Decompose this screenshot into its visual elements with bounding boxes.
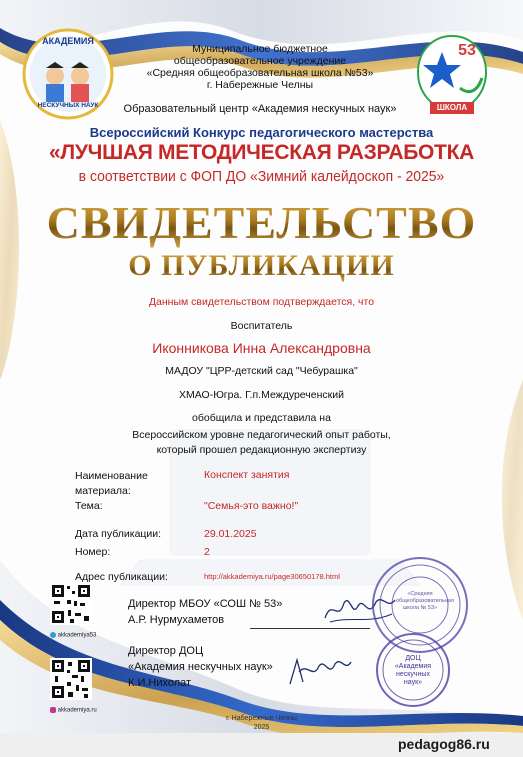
address-label: Адрес публикации: [75,571,168,583]
site-watermark: pedagog86.ru [398,736,490,752]
academy-stamp-text [383,655,443,687]
qr-caption-1-text: akkademiya53 [57,632,97,639]
contest-line-1: Всероссийский Конкурс педагогического мастерства [89,125,434,140]
academy-stamp [375,632,451,708]
body-text-2: Всероссийском уровне педагогический опыт работы, [132,429,391,441]
certificate-title: СВИДЕТЕЛЬСТВО [0,196,523,250]
confirm-text: Данным свидетельством подтверждается, что [148,296,375,308]
center-name: Образовательный центр «Академия нескучных наук» [123,103,397,115]
academy-stamp-line-4: наук» [403,679,423,686]
material-label-line-2: материала: [75,485,131,497]
material-label [75,469,148,499]
school-stamp-text: «Средняя общеобразовательная школа № 53» [396,591,454,611]
number-label: Номер: [75,546,111,558]
academy-stamp-line-2: «Академия [394,663,432,670]
publication-link[interactable]: http://akkademiya.ru/page30650178.html [204,572,340,581]
org-line-2: общеобразовательное учреждение [173,55,347,67]
qr-code-1[interactable] [50,583,92,625]
certificate-subtitle: О ПУБЛИКАЦИИ [0,248,523,284]
signature-2-name: К.И.Нихолат [128,677,192,689]
org-name-block [120,43,400,91]
logo-number: 53 [458,42,476,59]
org-line-3: «Средняя общеобразовательная школа №53» [146,67,374,79]
theme-value: "Семья-это важно!" [204,500,299,512]
date-label: Дата публикации: [75,528,162,540]
signature-1-line [250,628,370,629]
qr-code-2[interactable] [50,658,92,700]
contest-subtitle: в соответствии с ФОП ДО «Зимний калейдоскоп - 2025» [78,168,445,185]
org-line-4: г. Набережные Челны [206,79,314,91]
qr-caption-1 [50,632,96,639]
contest-title: «ЛУЧШАЯ МЕТОДИЧЕСКАЯ РАЗРАБОТКА [49,141,474,164]
school-logo [412,30,492,118]
signature-2-scribble [285,652,355,692]
qr-caption-2 [50,707,97,714]
recipient-region: ХМАО-Югра. Г.п.Междуреченский [179,389,344,401]
recipient-org: МАДОУ "ЦРР-детский сад "Чебурашка" [165,365,358,377]
material-label-line-1: Наименование [75,470,148,482]
logo-school-label: ШКОЛА [436,103,468,112]
signature-2-title-1: Директор ДОЦ [128,645,204,657]
logo-text-bottom: НЕСКУЧНЫХ НАУК [37,102,99,109]
footer-city-year [200,714,323,732]
academy-stamp-line-1: ДОЦ [405,655,421,662]
date-value: 29.01.2025 [204,528,257,540]
number-value: 2 [204,546,210,558]
signature-1-name: А.Р. Нурмухаметов [128,614,225,626]
signature-1-title: Директор МБОУ «СОШ № 53» [128,598,283,610]
telegram-icon [50,632,56,638]
org-line-1: Муниципальное бюджетное [192,43,328,55]
signature-2-title-2: «Академия нескучных наук» [128,661,273,673]
academy-logo [22,28,114,120]
qr-caption-2-text: akkademiya.ru [57,707,97,714]
body-text-3: который прошел редакционную экспертизу [156,444,367,456]
footer-year: 2025 [253,724,270,731]
theme-label: Тема: [75,500,103,512]
logo-text-top: АКАДЕМИЯ [42,36,94,46]
instagram-icon [50,707,56,713]
body-text-1: обобщила и представила на [192,412,331,424]
material-value: Конспект занятия [204,469,290,481]
recipient-name: Иконникова Инна Александровна [152,340,371,356]
footer-city: г. Набережные Челны [226,715,297,722]
academy-stamp-line-3: нескучных [396,671,430,678]
recipient-role: Воспитатель [230,320,293,332]
